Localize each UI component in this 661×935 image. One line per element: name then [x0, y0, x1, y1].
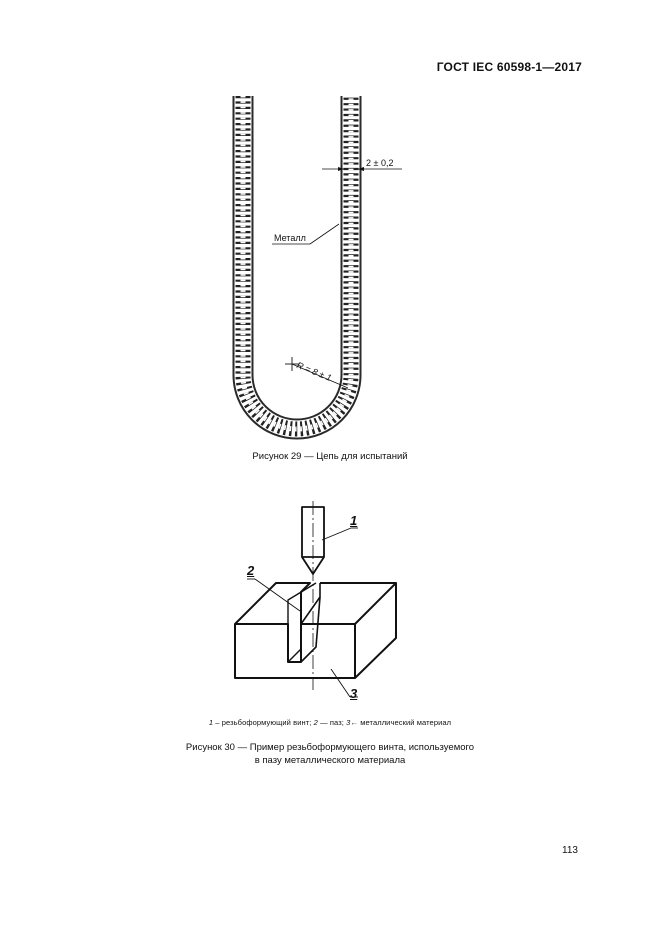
callout-1: 1: [350, 513, 358, 528]
figure-30-legend: [120, 718, 540, 727]
legend-num-1: 1: [208, 718, 214, 727]
callout-3: 3: [350, 686, 358, 701]
figure-30-caption-line1: Рисунок 30 — Пример резьбоформующего винта, используемого: [185, 742, 475, 753]
callout-3-leader: [331, 669, 350, 697]
figure-30-caption-line2: в пазу металлического материала: [254, 755, 406, 766]
legend-num-2: 2: [313, 718, 318, 727]
block-front-face: [235, 624, 355, 678]
block-side-face: [355, 583, 396, 678]
figure-29-caption: Рисунок 29 — Цепь для испытаний: [252, 451, 408, 462]
legend-text-2: — паз;: [317, 718, 347, 727]
legend-text-1: – резьбоформующий винт;: [213, 718, 314, 727]
page-number: 113: [562, 845, 578, 856]
block-top-right: [320, 583, 396, 624]
legend-text-3: ← металлический материал: [350, 718, 452, 727]
dimension-label: 2 ± 0,2: [366, 158, 394, 168]
radius-label: R = 8 ± 1: [295, 360, 334, 384]
callout-1-leader: [322, 528, 351, 540]
material-label: Металл: [274, 233, 306, 243]
callout-2: 2: [247, 563, 255, 578]
standard-header: ГОСТ IEC 60598-1—2017: [436, 60, 582, 74]
block-top-left: [235, 583, 310, 624]
slot-wall: [301, 597, 320, 662]
legend-num-3: 3: [346, 718, 351, 727]
